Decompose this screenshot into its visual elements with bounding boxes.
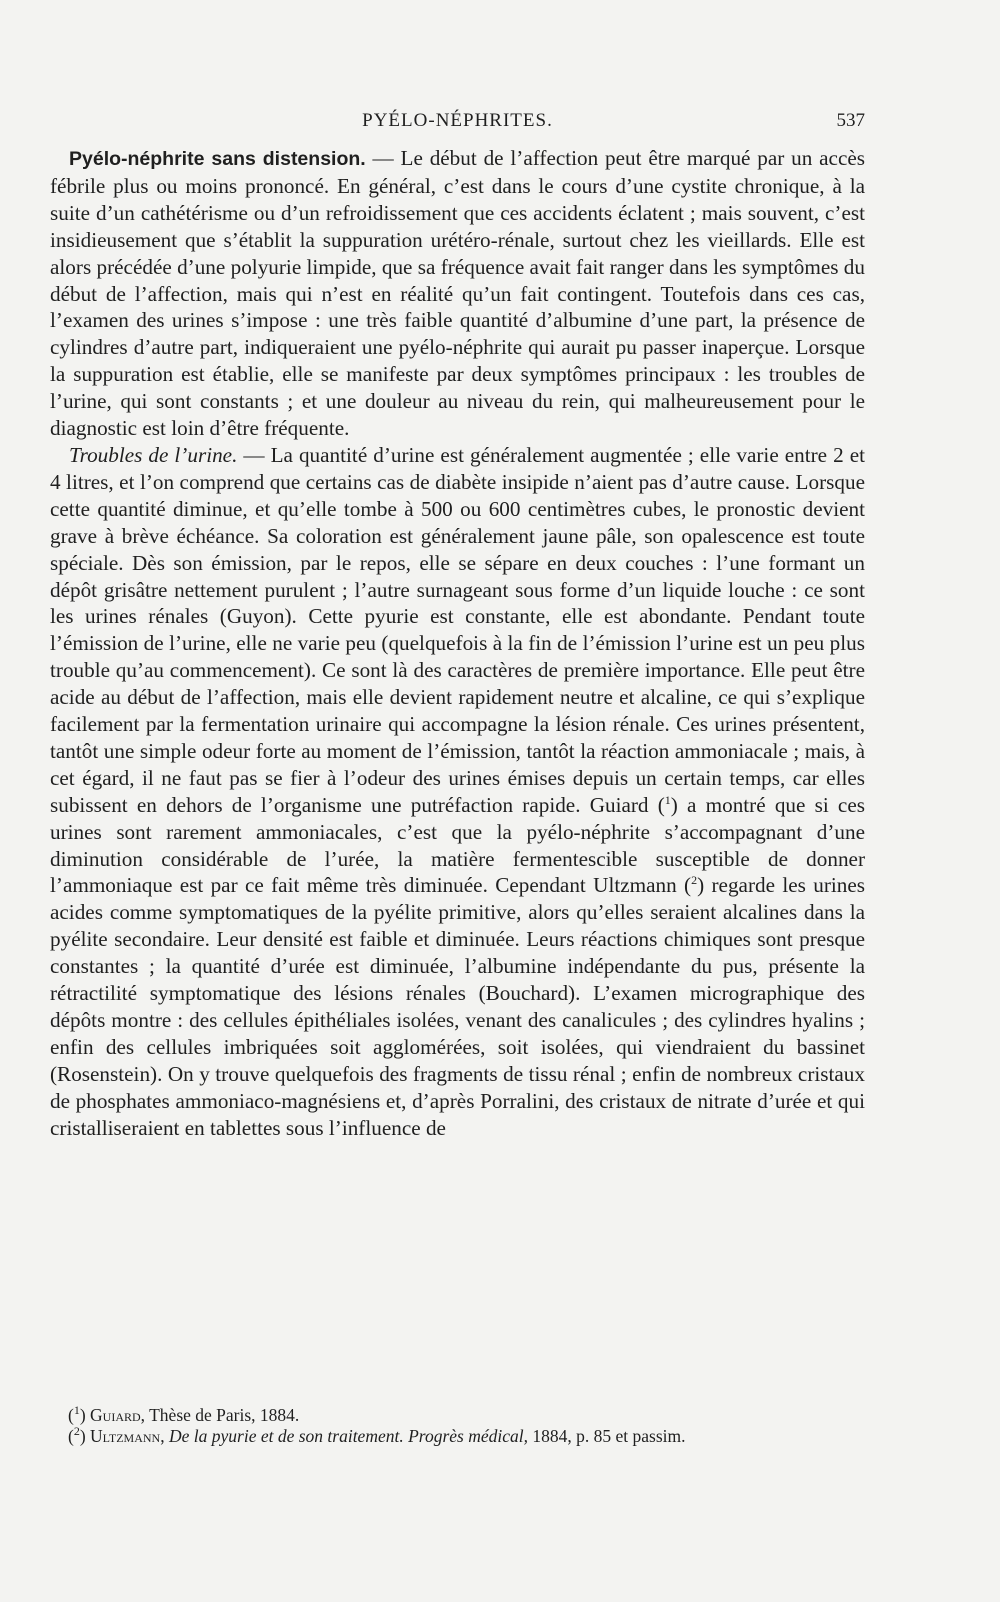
paragraph-text: — Le début de l’affection peut être marqué par un accès fébrile plus ou moins prononcé. En général, c’est dans le cours d’une cystite chronique, à la suite d’un cathétérisme ou d’un refroidissement que ces accidents éclatent ; mais souvent, c’est insidieusement que s’établit la suppuration urétéro-rénale, surtout chez les vieillards. Elle est alors précédée d’une polyurie limpide, que sa fréquence avait fait ranger dans les symptômes du début de l’affection, mais qui n’est en réalité qu’un fait contingent. Toutefois dans ces cas, l’examen des urines s’impose : une très faible quantité d’albumine d’une part, la présence de cylindres d’autre part, indiqueraient une pyélo-néphrite qui aurait pu passer inaperçue. Lorsque la suppuration est établie, elle se manifeste par deux symptômes principaux : les troubles de l’urine, qui sont constants ; et une douleur au niveau du rein, qui malheureusement pour le diagnostic est loin d’être fréquente.	[50, 146, 866, 441]
running-head	[50, 110, 865, 138]
body-text	[50, 145, 865, 1142]
footnote-1: ($^1$) Guiard, Thèse de Paris, 1884.	[68, 1403, 300, 1425]
section-rubric: Pyélo-néphrite sans distension.	[69, 148, 366, 170]
footnote-journal: Progrès médical,	[408, 1426, 528, 1446]
paragraph-text-b: ) a montré que si ces urines sont rarement ammoniacales, c’est que la pyélo-néphrite s’accompagnant d’une diminution considérable de l’urée, la matière fermentescible susceptible de donner l’ammoniaque est par ce fait même très diminuée. Cependant Ultzmann (	[50, 792, 865, 898]
footnote-ref-1: 1	[664, 792, 671, 807]
footnote-marker: 1	[73, 1403, 80, 1418]
footnote-separator: ,	[160, 1426, 169, 1446]
page-number: 537	[836, 110, 865, 131]
footnote-text: , Thèse de Paris, 1884.	[140, 1405, 300, 1425]
paragraph-text-a: — La quantité d’urine est généralement augmentée ; elle varie entre 2 et 4 litres, et l’on comprend que certains cas de diabète insipide n’aient pas d’autre cause. Lorsque cette quantité diminue, et qu’elle tombe à 500 ou 600 centimètres cubes, le pronostic devient grave à brève échéance. Sa coloration est généralement jaune pâle, son opalescence est toute spéciale. Dès son émission, par le repos, elle se sépare en deux couches : l’une formant un dépôt grisâtre nettement purulent ; l’autre surnageant sous forme d’un liquide louche : ce sont les urines rénales (Guyon). Cette pyurie est constante, elle est abondante. Pendant toute l’émission de l’urine, elle ne varie peu (quelquefois à la fin de l’émission l’urine est un peu plus trouble qu’au commencement). Ce sont là des caractères de première importance. Elle peut être acide au début de l’affection, mais elle devient rapidement neutre et alcaline, ce qui s’explique facilement par la fermentation urinaire qui accompagne la lésion rénale. Ces urines présentent, tantôt une simple odeur forte au moment de l’émission, tantôt la réaction ammoniacale ; mais, à cet égard, il ne faut pas se fier à l’odeur des urines émises depuis un certain temps, car elles subissent en dehors de l’organisme une putréfaction rapide. Guiard (	[50, 442, 865, 817]
paragraph-troubles-urine	[50, 442, 865, 1142]
running-head-title: PYÉLO-NÉPHRITES.	[362, 110, 553, 131]
footnotes	[68, 1405, 868, 1447]
footnote-marker: 2	[73, 1424, 80, 1439]
footnote-ref-2: 2	[691, 873, 698, 888]
footnote-title: De la pyurie et de son traitement.	[168, 1426, 404, 1446]
paragraph-pyelo-nephrite	[50, 145, 865, 442]
footnote-2: ($^2$) Ultzmann, De la pyurie et de son traitement. Progrès médical, 1884, p. 85 et passim.	[68, 1424, 686, 1446]
footnote-tail: 1884, p. 85 et passim.	[528, 1426, 686, 1446]
section-heading-italic: Troubles de l’urine.	[69, 442, 238, 467]
footnote-author: Ultzmann	[90, 1426, 161, 1446]
footnote-author: Guiard	[90, 1405, 141, 1425]
paragraph-text-c: ) regarde les urines acides comme symptomatiques de la pyélite primitive, alors qu’elles seraient alcalines dans la pyélite secondaire. Leur densité est faible et diminuée. Leurs réactions chimiques sont presque constantes ; la quantité d’urée est diminuée, l’albumine indépendante du pus, présente la rétractilité symptomatique des lésions rénales (Bouchard). L’examen micrographique des dépôts montre : des cellules épithéliales isolées, venant des canalicules ; des cylindres hyalins ; enfin des cellules imbriquées soit agglomérées, soit isolées, qui viendraient du bassinet (Rosenstein). On y trouve quelquefois des fragments de tissu rénal ; enfin de nombreux cristaux de phosphates ammoniaco-magnésiens et, d’après Porralini, des cristaux de nitrate d’urée et qui cristalliseraient en tablettes sous l’influence de	[50, 873, 866, 1140]
